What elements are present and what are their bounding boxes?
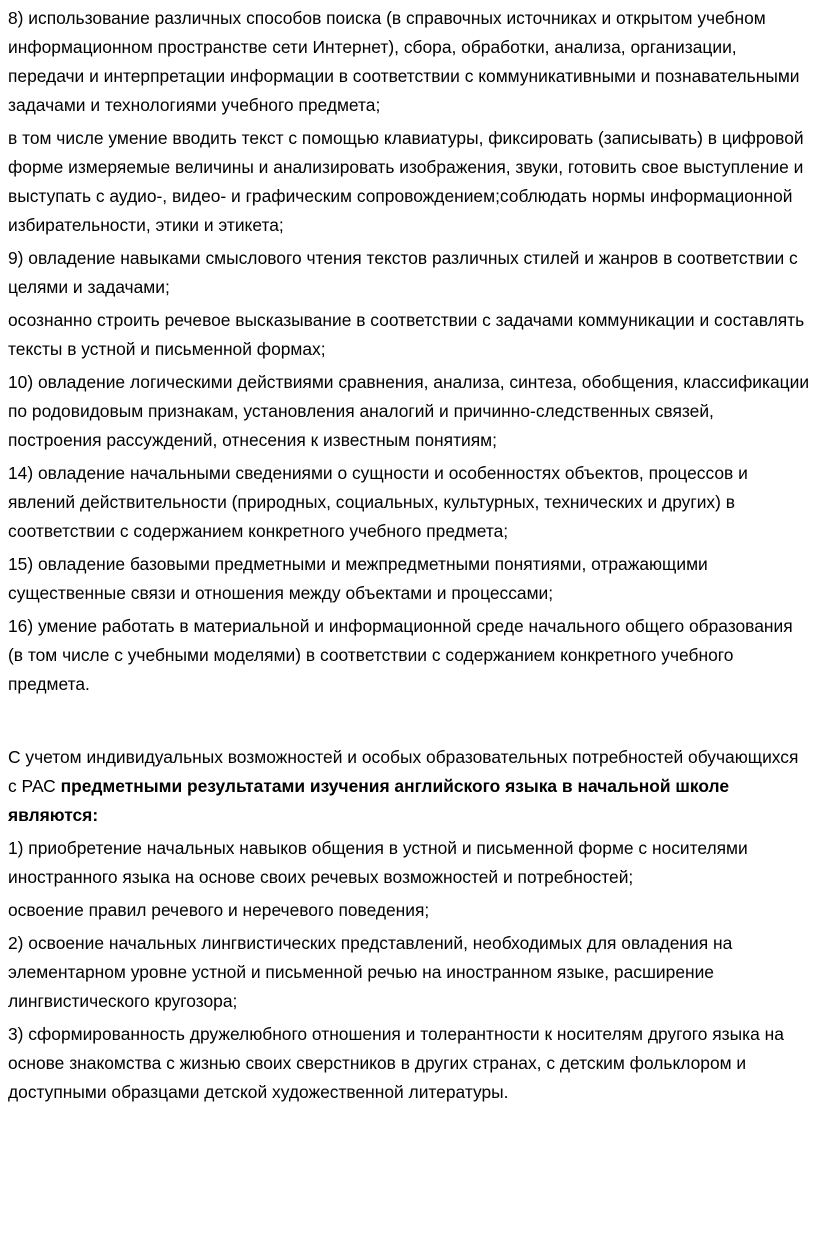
intro-paragraph [8, 743, 810, 830]
paragraph-10: 10) овладение логическими действиями сравнения, анализа, синтеза, обобщения, классификации по родовидовым признакам, установления аналогий и причинно-следственных связей, построения рассуждений, отнесения к известным понятиям; [8, 372, 810, 450]
paragraph-15: 15) овладение базовыми предметными и межпредметными понятиями, отражающими существенные связи и отношения между объектами и процессами; [8, 554, 708, 603]
paragraph-16: 16) умение работать в материальной и информационной среде начального общего образования (в том числе с учебными моделями) в соответствии с содержанием конкретного учебного предмета. [8, 616, 793, 694]
intro-plain-text: С учетом индивидуальных возможностей и особых образовательных потребностей обучающихся с РАС [8, 747, 799, 796]
paragraph-14: 14) овладение начальными сведениями о сущности и особенностях объектов, процессов и явлений действительности (природных, социальных, культурных, технических и других) в соответствии с содержанием конкретного учебного предмета; [8, 463, 748, 541]
document-page [8, 4, 810, 1111]
paragraph-8: 8) использование различных способов поиска (в справочных источниках и открытом учебном информационном пространстве сети Интернет), сбора, обработки, анализа, организации, передачи и интерпретации информации в соответствии с коммуникативными и познавательными задачами и технологиями учебного предмета; [8, 8, 800, 115]
result-behaviour: освоение правил речевого и неречевого поведения; [8, 900, 430, 920]
intro-bold-text: предметными результатами изучения английского языка в начальной школе являются: [8, 776, 729, 825]
result-3: 3) сформированность дружелюбного отношения и толерантности к носителям другого языка на основе знакомства с жизнью своих сверстников в других странах, с детским фольклором и доступными образцами детской художественной литературы. [8, 1024, 784, 1102]
section-gap [8, 703, 810, 743]
paragraph-keyboard-skills: в том числе умение вводить текст с помощью клавиатуры, фиксировать (записывать) в цифровой форме измеряемые величины и анализировать изображения, звуки, готовить свое выступление и выступать с аудио-, видео- и графическим сопровождением;соблюдать нормы информационной избирательности, этики и этикета; [8, 128, 804, 235]
paragraph-9: 9) овладение навыками смыслового чтения текстов различных стилей и жанров в соответствии с целями и задачами; [8, 248, 798, 297]
result-1: 1) приобретение начальных навыков общения в устной и письменной форме с носителями иностранного языка на основе своих речевых возможностей и потребностей; [8, 838, 748, 887]
result-2: 2) освоение начальных лингвистических представлений, необходимых для овладения на элементарном уровне устной и письменной речью на иностранном языке, расширение лингвистического кругозора; [8, 933, 733, 1011]
paragraph-speech: осознанно строить речевое высказывание в соответствии с задачами коммуникации и составлять тексты в устной и письменной формах; [8, 310, 805, 359]
